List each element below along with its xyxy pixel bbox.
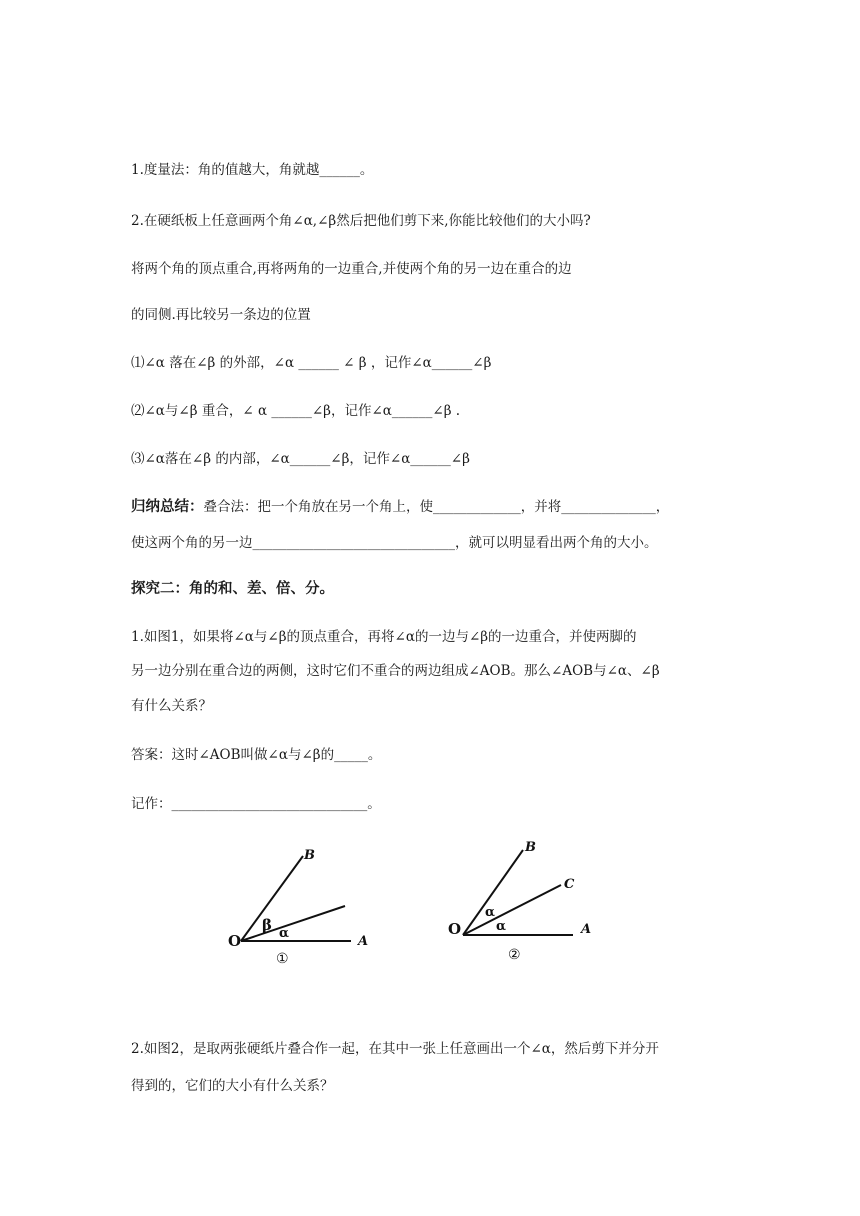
label-A: A	[358, 934, 369, 949]
label-A: A	[581, 922, 592, 937]
label-O: O	[228, 932, 242, 950]
label-B: B	[304, 848, 315, 863]
ray-OB	[463, 850, 523, 935]
summary-text: 叠合法：把一个角放在另一个角上，使_____________，并将______________，	[203, 499, 670, 515]
figure-2-angle-bisect	[440, 830, 610, 970]
text-line-question-2a: 2.如图2，是取两张硬纸片叠合作一起，在其中一张上任意画出一个∠α，然后剪下并分开	[131, 1041, 659, 1057]
label-B: B	[525, 840, 536, 855]
label-C: C	[564, 877, 575, 892]
label-beta: β	[262, 916, 272, 934]
label-alpha-lower: α	[496, 919, 507, 934]
figure-1-angle-sum	[220, 835, 390, 970]
text-line-answer: 答案：这时∠AOB叫做∠α与∠β的_____。	[131, 747, 382, 763]
summary-heading: 归纳总结：	[131, 499, 204, 515]
text-line-draw-angles: 2.在硬纸板上任意画两个角∠α,∠β然后把他们剪下来,你能比较他们的大小吗?	[131, 213, 591, 229]
section-heading-explore-two: 探究二：角的和、差、倍、分。	[131, 581, 334, 597]
ray-OC	[463, 885, 561, 935]
summary-line	[131, 497, 751, 517]
text-line-summary-continued: 使这两个角的另一边______________________________，就可以明显看出两个角的大小。	[131, 535, 658, 551]
figure-2-caption: ②	[508, 947, 521, 963]
text-line-case-inside: ⑶∠α落在∠β 的内部，∠α______∠β，记作∠α______∠β	[131, 451, 470, 467]
text-line-question-1a: 1.如图1，如果将∠α与∠β的顶点重合，再将∠α的一边与∠β的一边重合，并使两脚的	[131, 629, 637, 645]
text-line-overlap-vertex: 将两个角的顶点重合,再将两角的一边重合,并使两个角的另一边在重合的边	[131, 261, 572, 277]
label-alpha: α	[279, 926, 290, 941]
ray-OB	[241, 856, 303, 941]
text-line-question-1b: 另一边分别在重合边的两侧，这时它们不重合的两边组成∠AOB。那么∠AOB与∠α、∠β	[131, 663, 660, 679]
text-line-same-side: 的同侧.再比较另一条边的位置	[131, 307, 311, 323]
text-line-notation: 记作：_____________________________。	[131, 796, 381, 812]
text-line-case-outside: ⑴∠α 落在∠β 的外部，∠α ______ ∠ β ，记作∠α______∠β	[131, 355, 492, 371]
text-line-case-coincide: ⑵∠α与∠β 重合，∠ α ______∠β，记作∠α______∠β .	[131, 403, 461, 419]
text-line-question-1c: 有什么关系？	[131, 698, 212, 714]
text-line-measure-method: 1.度量法：角的值越大，角就越______。	[131, 162, 374, 178]
figure-1-caption: ①	[276, 951, 289, 967]
label-O: O	[448, 920, 462, 938]
ray-middle	[241, 906, 345, 941]
text-line-question-2b: 得到的，它们的大小有什么关系？	[131, 1078, 334, 1094]
label-alpha-upper: α	[485, 905, 496, 920]
